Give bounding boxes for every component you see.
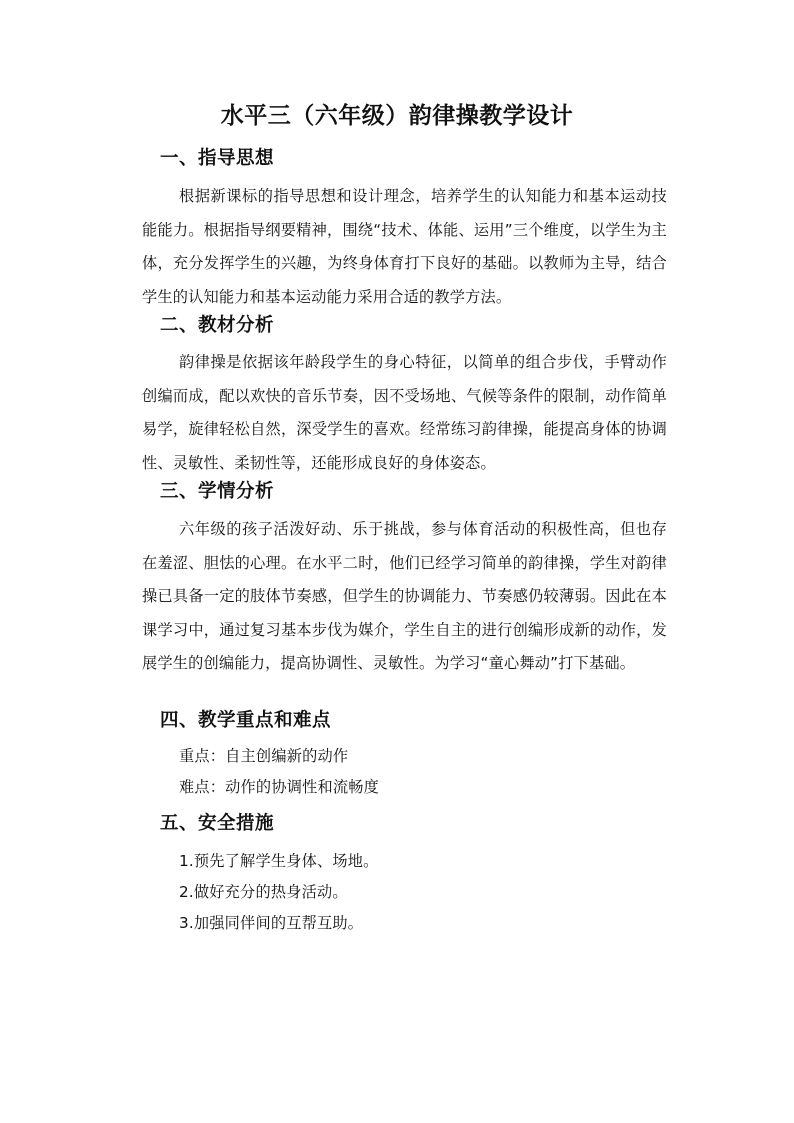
- section-heading-material-analysis: 二、教材分析: [160, 315, 275, 336]
- section-heading-safety-measures: 五、安全措施: [160, 813, 275, 834]
- section-paragraph-learner-analysis: 六年级的孩子活泼好动、乐于挑战，参与体育活动的积极性高，但也存在羞涩、胆怯的心理。在水平二时，他们已经学习简单的韵律操，学生对韵律操已具备一定的肢体节奏感，但学生的协调能力、节奏感仍较薄弱。因此在本课学习中，通过复习基本步伐为媒介，学生自主的进行创编形成新的动作，发展学生的创编能力，提高协调性、灵敏性。为学习“童心舞动”打下基础。: [142, 520, 667, 672]
- section-paragraph-material-analysis: 韵律操是依据该年龄段学生的身心特征，以简单的组合步伐，手臂动作创编而成，配以欢快的音乐节奏，因不受场地、气候等条件的限制，动作简单易学，旋律轻松自然，深受学生的喜欢。经常练习韵律操，能提高身体的协调性、灵敏性、柔韧性等，还能形成良好的身体姿态。: [142, 353, 667, 472]
- section-heading-key-points: 四、教学重点和难点: [160, 710, 332, 731]
- section-paragraph-guiding-ideology: 根据新课标的指导思想和设计理念，培养学生的认知能力和基本运动技能能力。根据指导纲要精神，围绕“技术、体能、运用”三个维度，以学生为主体，充分发挥学生的兴趣，为终身体育打下良好的基础。以教师为主导，结合学生的认知能力和基本运动能力采用合适的教学方法。: [142, 187, 667, 306]
- list-item-safety-3: 3.加强同伴间的互帮互助。: [179, 914, 364, 932]
- list-item-safety-2: 2.做好充分的热身活动。: [179, 883, 348, 901]
- document-title: 水平三（六年级）韵律操教学设计: [220, 103, 574, 129]
- section-heading-guiding-ideology: 一、指导思想: [160, 148, 275, 169]
- list-item-safety-1: 1.预先了解学生身体、场地。: [179, 852, 379, 870]
- list-item-key-point: 重点：自主创编新的动作: [179, 747, 349, 765]
- section-heading-learner-analysis: 三、学情分析: [160, 481, 275, 502]
- list-item-difficulty: 难点：动作的协调性和流畅度: [179, 778, 380, 796]
